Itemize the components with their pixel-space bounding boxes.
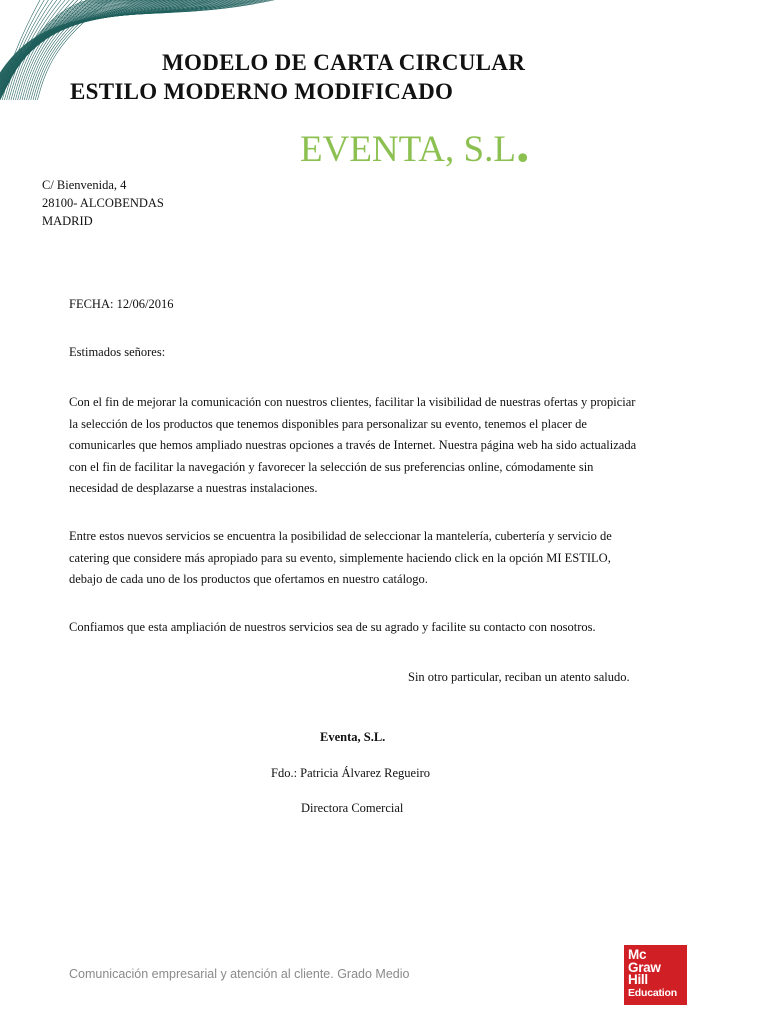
body-paragraph-1: Con el fin de mejorar la comunicación con nuestros clientes, facilitar la visibilidad de nuestras ofertas y propiciar la selección de los productos que tenemos disponibles para personalizar su evento, tenemos el placer de comunicarles que hemos ampliado nuestras opciones a través de Internet. Nuestra página web ha sido actualizada con el fin de facilitar la navegación y favorecer la selección de sus preferencias online, cómodamente sin necesidad de desplazarse a nuestras instalaciones.: [69, 395, 637, 495]
logo-line-graw: Graw: [628, 959, 661, 975]
company-name-dot: .: [515, 113, 530, 173]
logo-line-mc: Mc: [628, 947, 647, 962]
body-paragraph-2: Entre estos nuevos servicios se encuentra la posibilidad de seleccionar la mantelería, cubertería y servicio de catering que considere más apropiado para su evento, simplemente haciendo click en la opción MI ESTILO, debajo de cada uno de los productos que ofertamos en nuestro catálogo.: [69, 529, 612, 586]
sender-address: [42, 176, 164, 230]
logo-line-hill: Hill: [628, 972, 648, 987]
signature-role: Directora Comercial: [301, 801, 404, 815]
signature-company: Eventa, S.L.: [320, 730, 386, 744]
mcgraw-hill-logo: [624, 945, 687, 1005]
company-name: [300, 113, 530, 173]
address-line-street: C/ Bienvenida, 4: [42, 178, 127, 192]
document-title-line1: MODELO DE CARTA CIRCULAR: [162, 50, 526, 75]
logo-line-education: Education: [628, 986, 677, 999]
company-name-text: EVENTA, S.L: [300, 129, 516, 170]
closing-line: Sin otro particular, reciban un atento saludo.: [408, 670, 630, 684]
signature-name: Fdo.: Patricia Álvarez Regueiro: [271, 766, 430, 780]
body-paragraph-3: Confiamos que esta ampliación de nuestros servicios sea de su agrado y facilite su contacto con nosotros.: [69, 620, 596, 634]
letter-date: FECHA: 12/06/2016: [69, 297, 174, 311]
address-line-region: MADRID: [42, 214, 93, 228]
footer-text: Comunicación empresarial y atención al cliente. Grado Medio: [69, 967, 410, 981]
document-title-line2: ESTILO MODERNO MODIFICADO: [70, 79, 454, 104]
salutation: Estimados señores:: [69, 345, 166, 359]
address-line-city: 28100- ALCOBENDAS: [42, 196, 164, 210]
